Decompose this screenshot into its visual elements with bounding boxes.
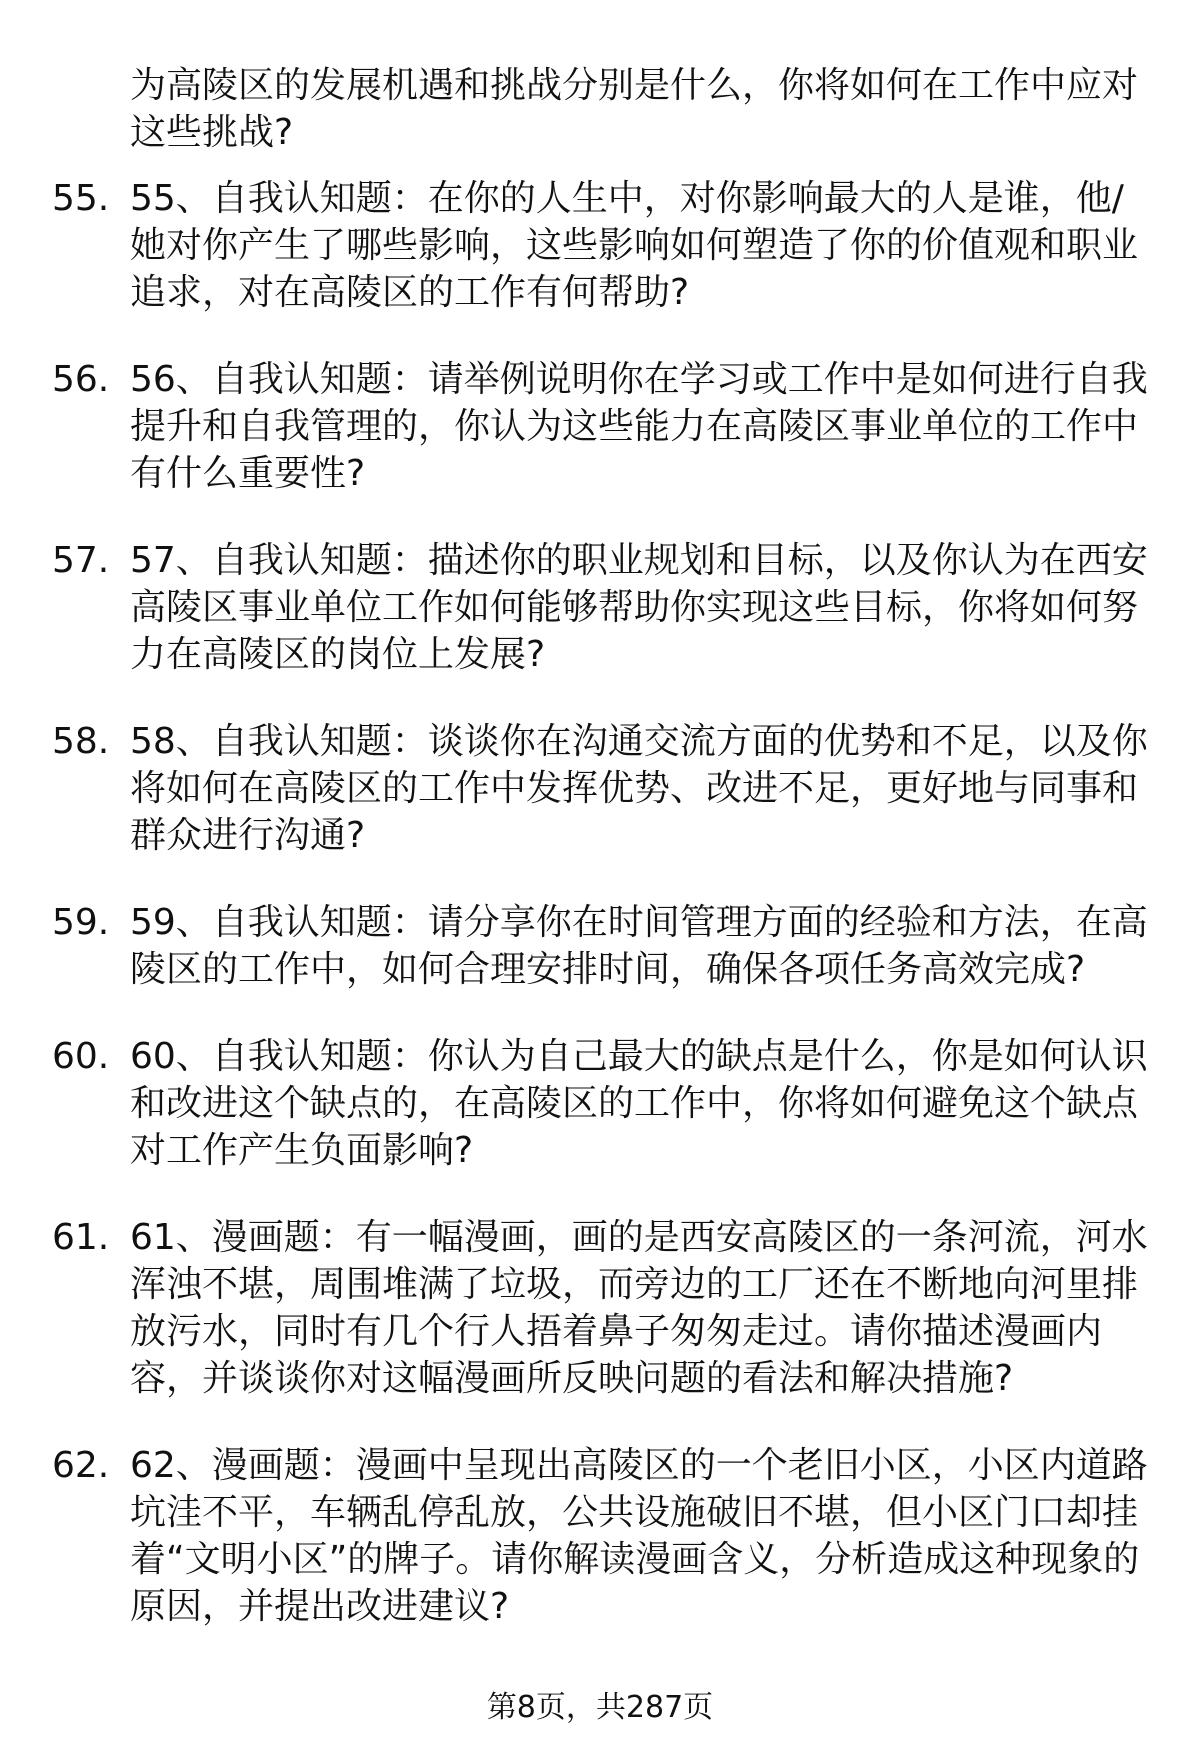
page-number: 第8页，共287页: [486, 1690, 714, 1725]
list-item: [0, 1033, 1200, 1174]
question-list: [0, 175, 1200, 1670]
list-item: [0, 899, 1200, 993]
list-item-number: 62.: [52, 1445, 110, 1486]
list-item-number: 58.: [52, 721, 110, 762]
list-item: [0, 175, 1200, 316]
list-item-text: 62、漫画题：漫画中呈现出高陵区的一个老旧小区，小区内道路坑洼不平，车辆乱停乱放，公共设施破旧不堪，但小区门口却挂着“文明小区”的牌子。请你解读漫画含义，分析造成这种现象的原因，并提出改进建议?: [130, 1445, 1148, 1627]
list-item-number: 61.: [52, 1217, 110, 1258]
list-item: [0, 1214, 1200, 1402]
list-item-text: 58、自我认知题：谈谈你在沟通交流方面的优势和不足，以及你将如何在高陵区的工作中发挥优势、改进不足，更好地与同事和群众进行沟通?: [130, 721, 1148, 856]
list-item: [0, 1442, 1200, 1630]
list-item-text: 61、漫画题：有一幅漫画，画的是西安高陵区的一条河流，河水浑浊不堪，周围堆满了垃圾，而旁边的工厂还在不断地向河里排放污水，同时有几个行人捂着鼻子匆匆走过。请你描述漫画内容，并谈谈你对这幅漫画所反映问题的看法和解决措施?: [130, 1217, 1148, 1399]
list-item: [0, 718, 1200, 859]
list-item-number: 59.: [52, 902, 110, 943]
list-item-text: 57、自我认知题：描述你的职业规划和目标，以及你认为在西安高陵区事业单位工作如何能够帮助你实现这些目标，你将如何努力在高陵区的岗位上发展?: [130, 540, 1148, 675]
list-item-number: 57.: [52, 540, 110, 581]
list-item-text: 56、自我认知题：请举例说明你在学习或工作中是如何进行自我提升和自我管理的，你认为这些能力在高陵区事业单位的工作中有什么重要性?: [130, 359, 1148, 494]
list-item-number: 55.: [52, 178, 110, 219]
list-item: [0, 537, 1200, 678]
list-item: [0, 356, 1200, 497]
list-item-number: 56.: [52, 359, 110, 400]
list-item-text: 60、自我认知题：你认为自己最大的缺点是什么，你是如何认识和改进这个缺点的，在高陵区的工作中，你将如何避免这个缺点对工作产生负面影响?: [130, 1036, 1148, 1171]
list-item-number: 60.: [52, 1036, 110, 1077]
list-item-text: 55、自我认知题：在你的人生中，对你影响最大的人是谁，他/她对你产生了哪些影响，这些影响如何塑造了你的价值观和职业追求，对在高陵区的工作有何帮助?: [130, 178, 1139, 313]
continuation-text: 为高陵区的发展机遇和挑战分别是什么，你将如何在工作中应对这些挑战?: [130, 65, 1139, 153]
list-item-text: 59、自我认知题：请分享你在时间管理方面的经验和方法，在高陵区的工作中，如何合理安排时间，确保各项任务高效完成?: [130, 902, 1148, 990]
